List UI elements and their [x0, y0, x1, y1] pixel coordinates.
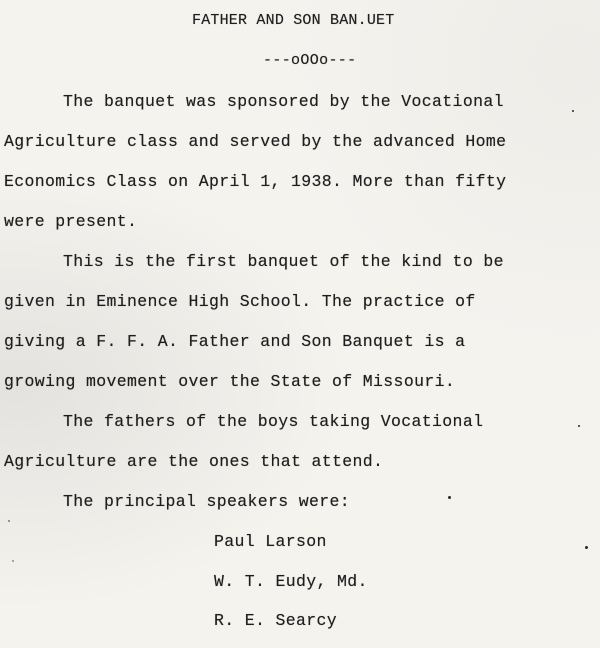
scan-speck — [578, 425, 580, 427]
speaker-name: R. E. Searcy — [214, 611, 338, 630]
body-line: growing movement over the State of Missouri. — [4, 372, 456, 391]
body-line: Agriculture class and served by the advanced Home — [4, 132, 507, 151]
body-line: given in Eminence High School. The practice of — [4, 292, 476, 311]
scan-speck — [585, 546, 588, 549]
scan-speck — [572, 110, 574, 112]
body-line: The fathers of the boys taking Vocational — [63, 412, 484, 431]
body-line: This is the first banquet of the kind to be — [63, 252, 504, 271]
body-line: Economics Class on April 1, 1938. More than fifty — [4, 172, 507, 191]
scan-speck — [8, 520, 10, 522]
scan-speck — [448, 496, 451, 499]
body-line: were present. — [4, 212, 138, 231]
body-line: The principal speakers were: — [63, 492, 351, 511]
scan-speck — [12, 560, 14, 562]
title-separator: ---oOOo--- — [263, 52, 357, 69]
body-line: Agriculture are the ones that attend. — [4, 452, 384, 471]
document-title: FATHER AND SON BAN.UET — [192, 12, 395, 29]
speaker-name: W. T. Eudy, Md. — [214, 572, 368, 591]
body-line: The banquet was sponsored by the Vocational — [63, 92, 504, 111]
speaker-name: Paul Larson — [214, 532, 327, 551]
body-line: giving a F. F. A. Father and Son Banquet is a — [4, 332, 466, 351]
